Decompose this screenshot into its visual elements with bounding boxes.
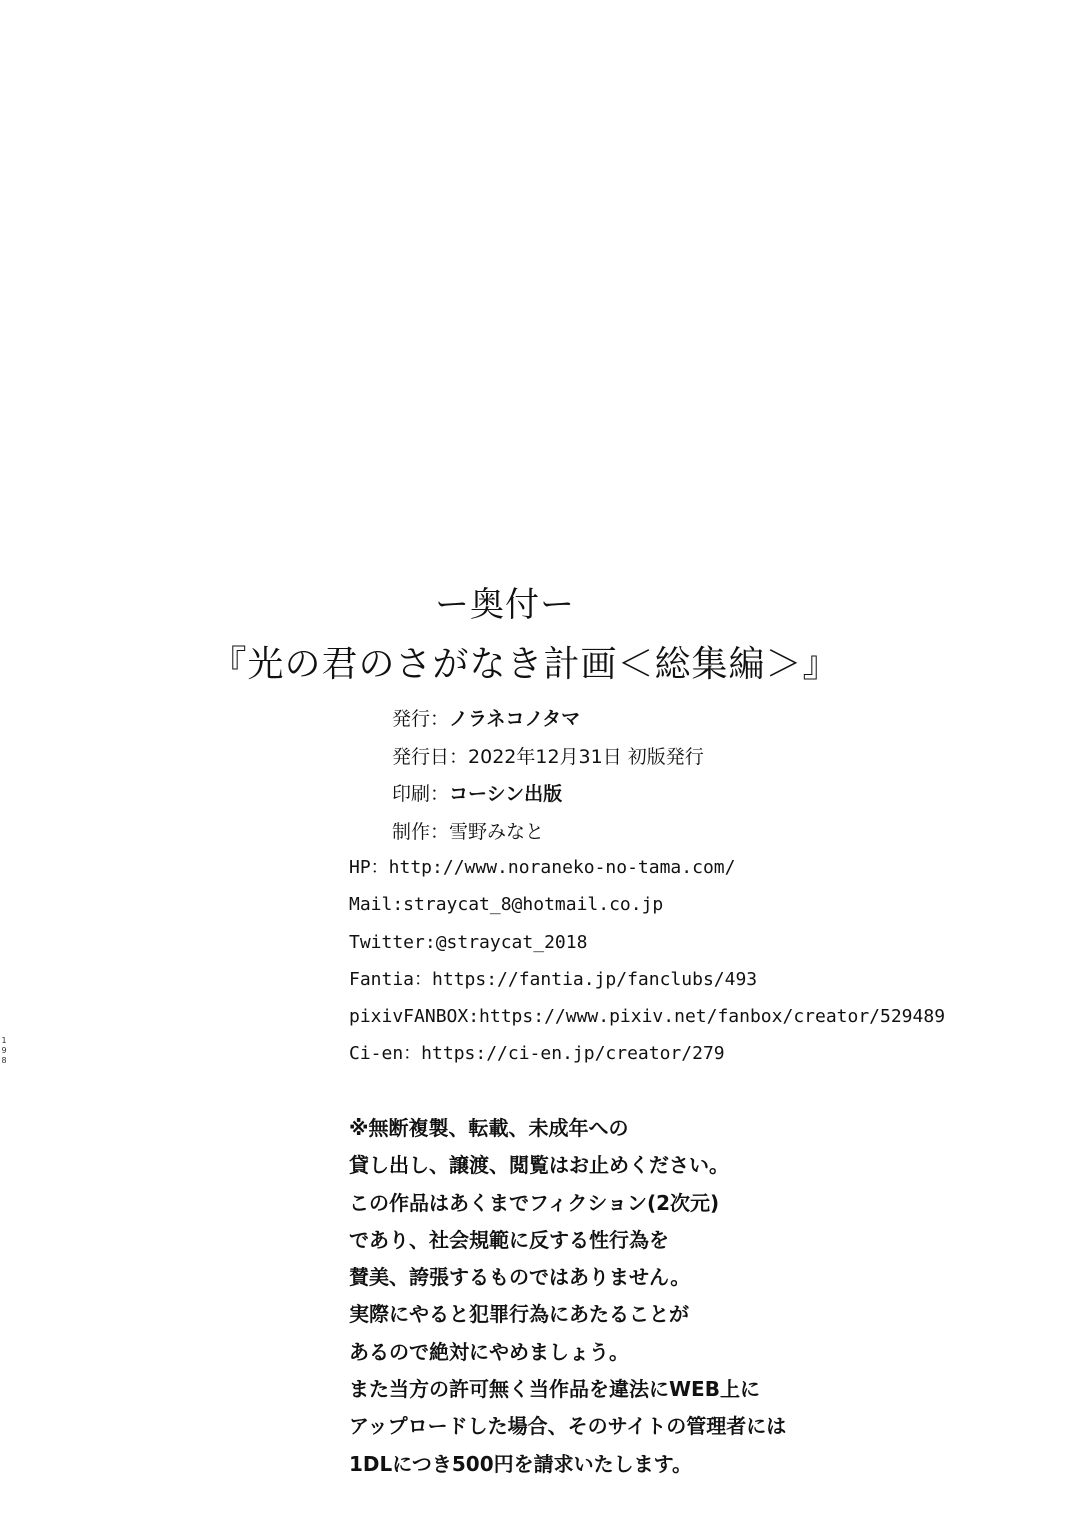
notice-line: また当方の許可無く当作品を違法にWEB上に: [349, 1377, 760, 1402]
link-twitter: Twitter:@straycat_2018: [349, 931, 588, 953]
credit-label: 印刷：: [392, 783, 450, 805]
credit-label: 制作：: [392, 820, 450, 843]
credit-publisher: [392, 705, 704, 743]
credit-printer: [392, 780, 704, 818]
credits-list: [392, 705, 704, 855]
link-homepage: HP：http://www.noraneko-no-tama.com/: [349, 857, 736, 878]
credit-value: 雪野みなと: [449, 820, 545, 843]
credit-value: コーシン出版: [449, 783, 563, 805]
page-number: 198: [1, 1036, 7, 1065]
link-fantia: Fantia：https://fantia.jp/fanclubs/493: [349, 968, 758, 990]
credit-author: [392, 818, 704, 856]
notice-line: あるので絶対にやめましょう。: [349, 1339, 629, 1364]
link-pixiv-fanbox: pixivFANBOX:https://www.pixiv.net/fanbox/creator/529489: [349, 1006, 946, 1028]
legal-notice: [349, 1113, 786, 1486]
book-title: 『光の君のさがなき計画＜総集編＞』: [210, 644, 840, 685]
notice-line: ※無断複製、転載、未成年への: [349, 1116, 629, 1140]
credit-label: 発行：: [392, 708, 450, 730]
notice-line: 賛美、誇張するものではありません。: [349, 1265, 691, 1290]
notice-line: アップロードした場合、そのサイトの管理者には: [349, 1414, 787, 1439]
notice-line: であり、社会規範に反する性行為を: [349, 1227, 669, 1252]
credit-label: 発行日：: [392, 745, 469, 768]
notice-line: 1DLにつき500円を請求いたします。: [349, 1451, 693, 1476]
link-mail: Mail:straycat_8@hotmail.co.jp: [349, 894, 664, 916]
link-ci-en: Ci-en：https://ci-en.jp/creator/279: [349, 1043, 725, 1065]
notice-line: 実際にやると犯罪行為にあたることが: [349, 1302, 689, 1327]
notice-line: この作品はあくまでフィクション(2次元): [349, 1190, 720, 1215]
credit-value: ノラネコノタマ: [449, 708, 581, 730]
colophon-label: ー奥付ー: [435, 585, 575, 625]
credit-publish-date: [392, 743, 704, 781]
notice-line: 貸し出し、譲渡、閲覧はお止めください。: [349, 1153, 729, 1178]
contact-links: [349, 854, 945, 1078]
credit-value: 2022年12月31日 初版発行: [468, 745, 704, 768]
